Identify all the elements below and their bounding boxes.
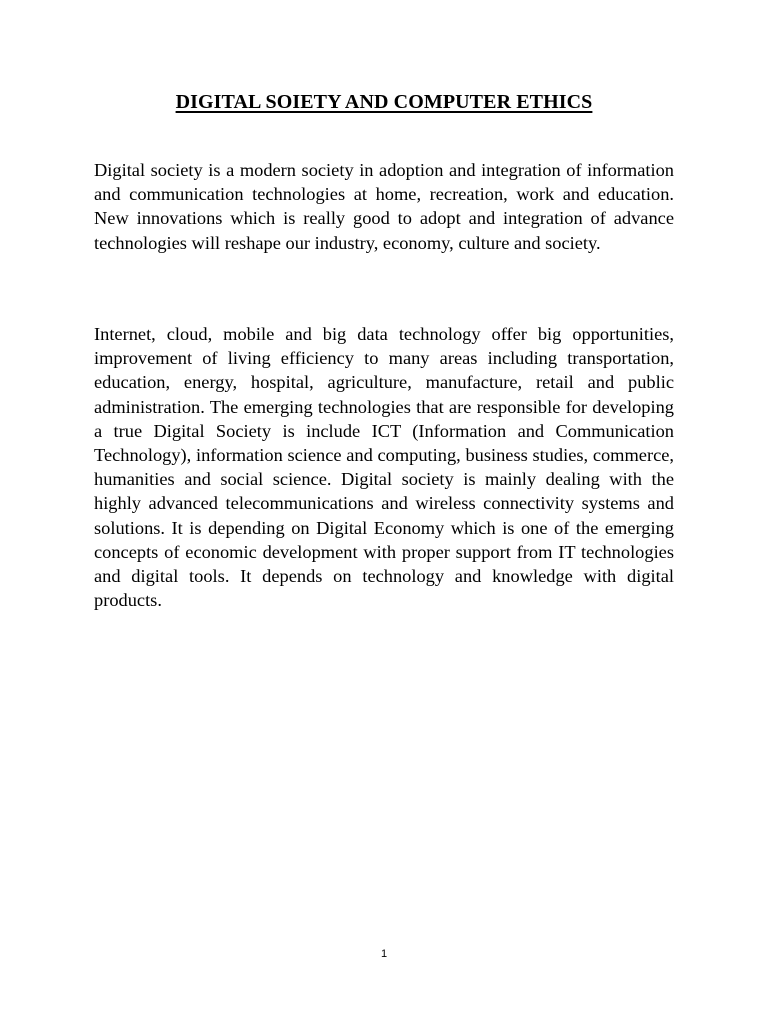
document-title: DIGITAL SOIETY AND COMPUTER ETHICS xyxy=(175,91,593,113)
paragraph-digital-society: Digital society is a modern society in adoption and integration of information and communication technologies at home, recreation, work and education. New innovations which is really good to adopt and integration of advance technologies will reshape our industry, economy, culture and society. xyxy=(94,160,674,253)
paragraph-technologies: Internet, cloud, mobile and big data technology offer big opportunities, improvement of living efficiency to many areas including transportation, education, energy, hospital, agriculture, manufacture, retail and public administration. The emerging technologies that are responsible for developing a true Digital Society is include ICT (Information and Communication Technology), information science and computing, business studies, commerce, humanities and social science. Digital society is mainly dealing with the highly advanced telecommunications and wireless connectivity systems and solutions. It is depending on Digital Economy which is one of the emerging concepts of economic development with proper support from IT technologies and digital tools. It depends on technology and knowledge with digital products. xyxy=(94,324,674,611)
page-number: 1 xyxy=(380,948,388,960)
